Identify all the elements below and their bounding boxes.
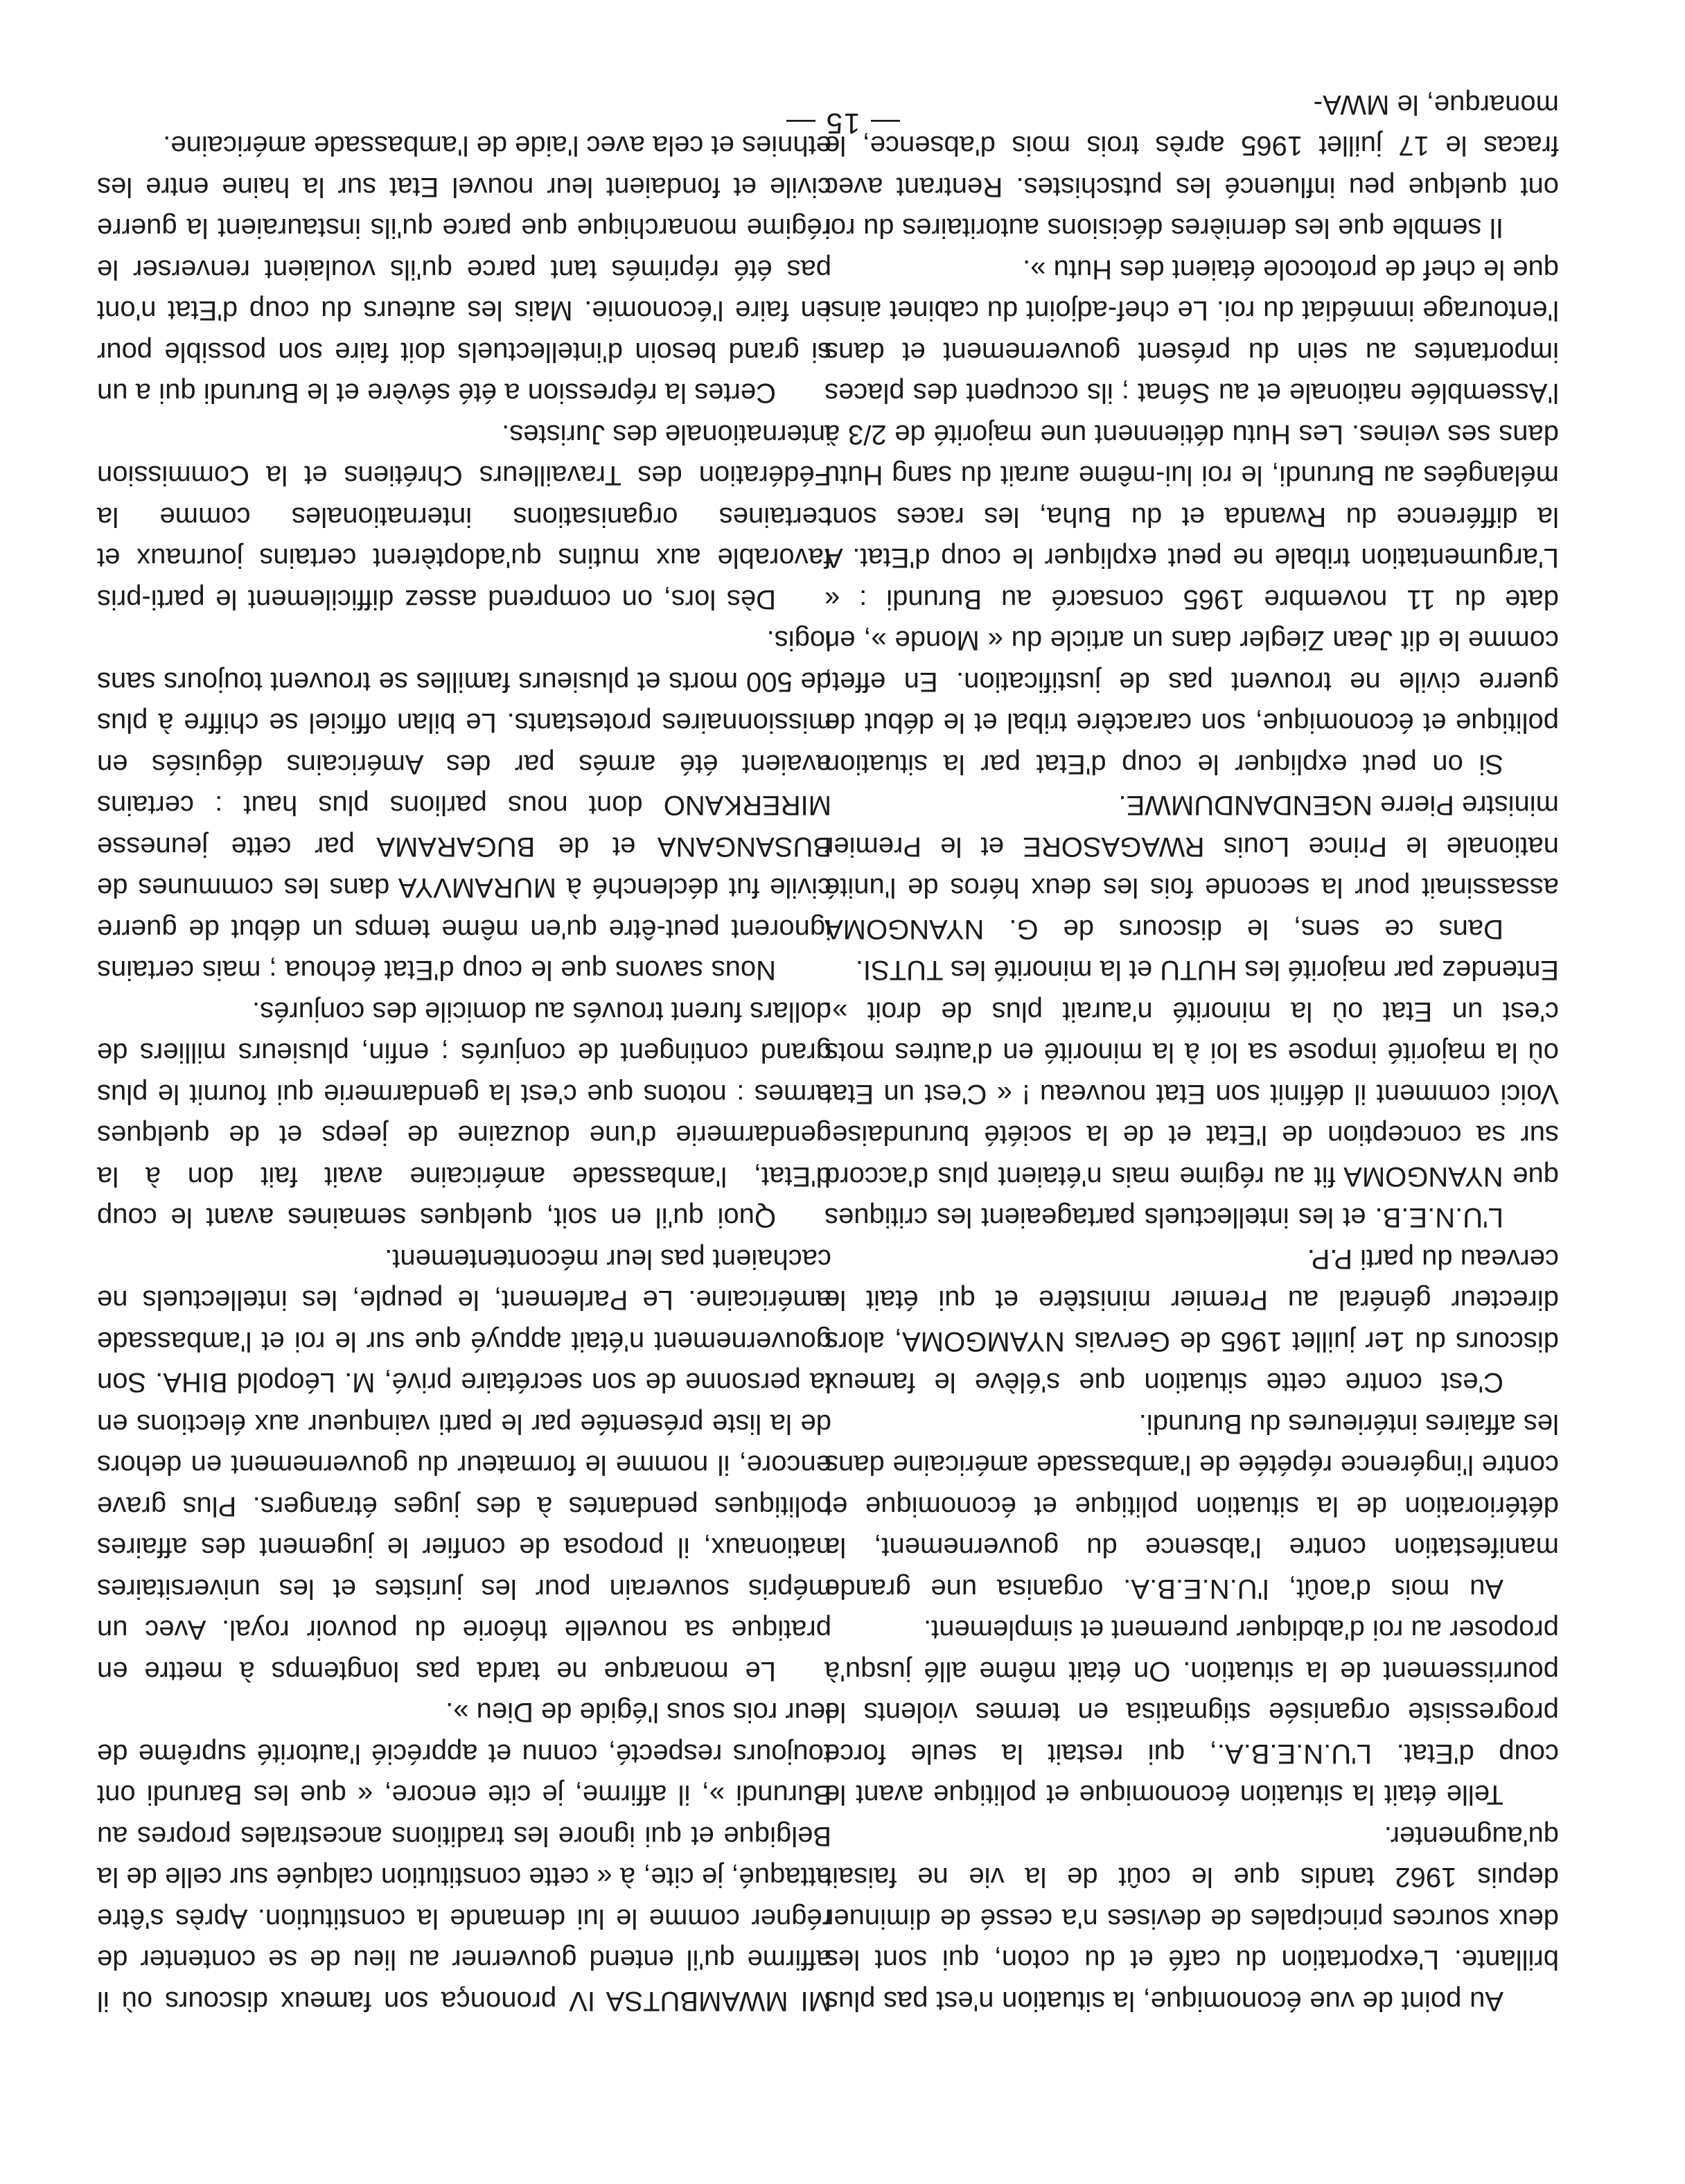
paragraph-royal-power: Le monarque ne tarda pas longtemps à mettre en pratique sa nouvelle théorie du pouvoir royal. Avec un mépris souverain pour les juristes et les universitaires nationaux, il proposa de confier le jugement des affaires politiques pendantes à des juges étrangers. Plus grave encore, il nomme le formateur du gouvernement en dehors de la liste présentée par le parti vainqueur aux élections en la personne de son secrétaire privé, M. Léopold BIHA. Son gouvernement n'était appuyé que sur le roi et l'ambassade américaine. Le Parlement, le peuple, les intellectuels ne cachaient pas leur mécontentement. — [97, 1244, 831, 1687]
left-column — [824, 84, 1559, 2022]
paragraph-nyamgoma-speech: C'est contre cette situation que s'élève le fameux discours du 1er juillet 1965 de Gervais NYAMGOMA, alors directeur général au Premier ministère et qui était le cerveau du parti P.P. — [824, 1244, 1559, 1398]
paragraph-civil-war: Nous savons que le coup d'Etat échoua ; mais certains ignorent peut-être qu'en même temps un début de guerre civile fut déclenché à MURAMVYA dans les communes de BUSANGANA et de BUGARAMA par cette jeunesse MIRERKANO dont nous parlions plus haut : certains avaient été armés par des Américains déguisés en missionnaires protestants. Le bilan officiel se chiffre à plus de 500 morts et plusieurs familles se trouvent toujours sans logis. — [97, 625, 831, 986]
paragraph-repression: Certes la répression a été sévère et le Burundi qui a un si grand besoin d'intellectuels doit faire son possible pour en faire l'économie. Mais les auteurs du coup d'Etat n'ont pas été réprimés tant parce qu'ils voulaient renverser le régime monarchique que parce qu'ils instauraient la guerre civile et fondaient leur nouvel Etat sur la haine entre les ethnies et cela avec l'aide de l'ambassade américaine. — [97, 130, 831, 409]
page-number: — 15 — — [784, 107, 901, 140]
paragraph-situation-before-coup: Telle était la situation économique et politique avant le coup d'Etat. L'U.N.E.B.A., qui restait la seule force progressiste organisée stigmatisa en termes violents le pourrissement de la situation. On était même allé jusqu'à proposer au roi d'abdiquer purement et simplement. — [824, 1614, 1559, 1811]
paragraph-economy: Au point de vue économique, la situation n'est pas plus brillante. L'exportation du café et du coton, qui sont les deux sources principales de devises n'a cessé de diminuer depuis 1962 tandis que le coût de la vie ne faisait qu'augmenter. — [824, 1821, 1559, 2016]
paragraph-international-opinion: Dès lors, on comprend assez difficilement le parti-pris favorable aux mutins qu'adoptèrent certains journaux et certaines organisations internationales comme la Fédération des Travailleurs Chrétiens et la Commission internationale des Juristes. — [97, 419, 831, 615]
right-column — [97, 125, 831, 2021]
paragraph-mwambutsa-speech: MI MWAMBUTSA IV prononça son fameux discours où il affirme qu'il entend gouverner au lieu de se contenter de régner comme le lui demande la constitution. Après s'être attaqué, je cite, à « cette constitution calquée sur celle de la Belgique et qui ignore les traditions ancestrales propres au Burundi », il affirme, je cite encore, « que les Barundi ont toujours respecté, connu et apprécié l'autorité suprême de leur rois sous l'égide de Dieu ». — [97, 1697, 831, 2016]
paragraph-royal-decisions: Il semble que les dernières décisions autoritaires du roi ont quelque peu influencé les putschistes. Rentrant avec fracas le 17 juillet 1965 après trois mois d'absence, le monarque, le MWA- — [824, 89, 1559, 244]
paragraph-american-embassy: Quoi qu'il en soit, quelques semaines avant le coup d'Etat, l'ambassade américaine avait fait don à la gendarmerie d'une douzaine de jeeps et de quelques armes : notons que c'est la gendarmerie qui fournit le plus grand contingent de conjurés ; enfin, plusieurs milliers de dollars furent trouvés au domicile des conjurés. — [97, 996, 831, 1233]
paragraph-uneba-demonstration: Au mois d'août, l'U.N.E.B.A. organisa une grande manifestation contre l'absence du gouvernement, la détérioration de la situation politique et économique et contre l'ingérence répétée de l'ambassade américaine dans les affaires intérieures du Burundi. — [824, 1409, 1559, 1604]
paragraph-uneb-critiques: L'U.N.E.B. et les intellectuels partageaient les critiques que NYANGOMA fit au régime mais n'étaient plus d'accord sur sa conception de l'Etat et de la société burundaise. Voici comment il définit son Etat nouveau ! « C'est un Etat où la majorité impose sa loi à la minorité en d'autres mots c'est un Etat où la minorité n'aurait plus de droit ». Entendez par majorité les HUTU et la minorité les TUTSI. — [824, 955, 1559, 1233]
paragraph-heroes: Dans ce sens, le discours de G. NYANGOMA assassinait pour la seconde fois les deux héros de l'unité nationale le Prince Louis RWAGASORE et le Premier ministre Pierre NGENDANDUMWE. — [824, 790, 1559, 944]
paragraph-ziegler-quote: Si on peut expliquer le coup d'Etat par la situation politique et économique, son caractère tribal et le début de guerre civile ne trouvent pas de justification. En effet, comme le dit Jean Ziegler dans un article du « Monde », en date du 11 novembre 1965 consacré au Burundi : « L'argumentation tribale ne peut expliquer le coup d'Etat. A la différence du Rwanda et du Buha, les races sont mélangées au Burundi, le roi lui-même aurait du sang Hutu dans ses veines. Les Hutu détiennent une majorité de 2/3 à l'Assemblée nationale et au Sénat ; ils occupent des places importantes au sein du présent gouvernement et dans l'entourage immédiat du roi. Le chef-adjoint du cabinet ainsi que le chef de protocole étaient des Hutu ». — [824, 254, 1559, 780]
